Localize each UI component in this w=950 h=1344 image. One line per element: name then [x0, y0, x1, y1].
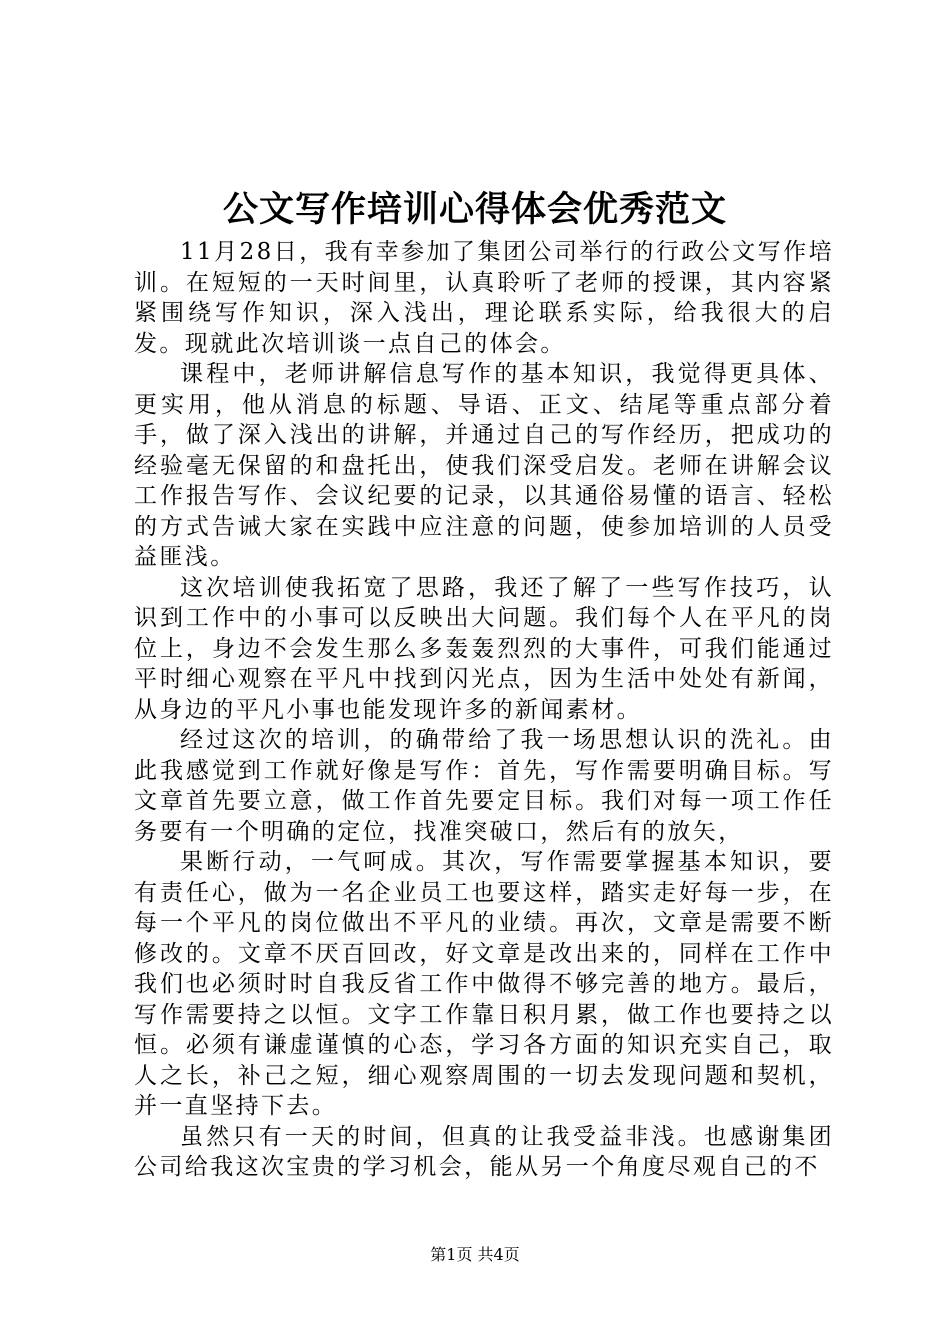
paragraph: 果断行动，一气呵成。其次，写作需要掌握基本知识，要有责任心，做为一名企业员工也要这样，踏实走好每一步，在每一个平凡的岗位做出不平凡的业绩。再次，文章是需要不断修改的。文章不厌百回改，好文章是改出来的，同样在工作中我们也必须时时自我反省工作中做得不够完善的地方。最后，写作需要持之以恒。文字工作靠日积月累，做工作也要持之以恒。必须有谦虚谨慎的心态，学习各方面的知识充实自己，取人之长，补己之短，细心观察周围的一切去发现问题和契机，并一直坚持下去。 [134, 849, 834, 1119]
document-body [134, 237, 834, 1183]
paragraph: 虽然只有一天的时间，但真的让我受益非浅。也感谢集团公司给我这次宝贵的学习机会，能从另一个角度尽观自己的不 [134, 1123, 834, 1180]
document-title: 公文写作培训心得体会优秀范文 [222, 189, 727, 230]
paragraph: 这次培训使我拓宽了思路，我还了解了一些写作技巧，认识到工作中的小事可以反映出大问题。我们每个人在平凡的岗位上，身边不会发生那么多轰轰烈烈的大事件，可我们能通过平时细心观察在平凡中找到闪光点，因为生活中处处有新闻，从身边的平凡小事也能发现许多的新闻素材。 [134, 574, 834, 723]
page-number-footer: 第1页 共4页 [430, 1245, 520, 1264]
paragraph: 11月28日，我有幸参加了集团公司举行的行政公文写作培训。在短短的一天时间里，认真聆听了老师的授课，其内容紧紧围绕写作知识，深入浅出，理论联系实际，给我很大的启发。现就此次培训谈一点自己的体会。 [134, 239, 834, 357]
paragraph: 经过这次的培训，的确带给了我一场思想认识的洗礼。由此我感觉到工作就好像是写作：首先，写作需要明确目标。写文章首先要立意，做工作首先要定目标。我们对每一项工作任务要有一个明确的定位，找准突破口，然后有的放矢， [134, 727, 834, 845]
paragraph: 课程中，老师讲解信息写作的基本知识，我觉得更具体、更实用，他从消息的标题、导语、正文、结尾等重点部分着手，做了深入浅出的讲解，并通过自己的写作经历，把成功的经验毫无保留的和盘托出，使我们深受启发。老师在讲解会议工作报告写作、会议纪要的记录，以其通俗易懂的语言、轻松的方式告诫大家在实践中应注意的问题，使参加培训的人员受益匪浅。 [134, 361, 834, 570]
